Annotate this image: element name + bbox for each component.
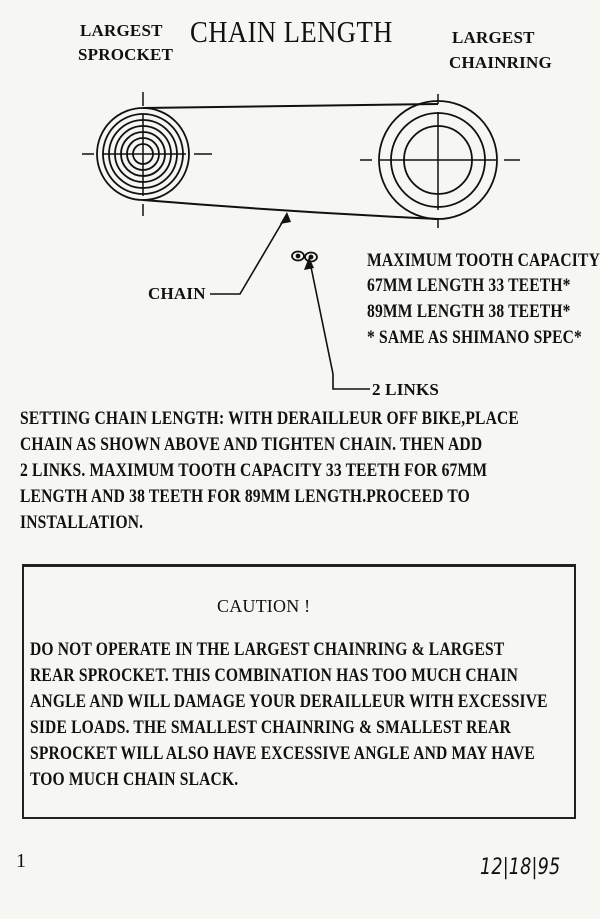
chain-label: CHAIN bbox=[148, 284, 206, 303]
capacity-line: 89MM LENGTH 38 TEETH* bbox=[367, 301, 571, 322]
capacity-line: 67MM LENGTH 33 TEETH* bbox=[367, 275, 571, 296]
instruction-line: 2 LINKS. MAXIMUM TOOTH CAPACITY 33 TEETH FOR 67MM bbox=[20, 460, 488, 481]
largest-sprocket-label-line2: SPROCKET bbox=[78, 45, 174, 64]
capacity-line: * SAME AS SHIMANO SPEC* bbox=[367, 327, 583, 348]
rear-sprocket-centerlines bbox=[82, 92, 212, 216]
caution-line: REAR SPROCKET. THIS COMBINATION HAS TOO MUCH CHAIN bbox=[30, 665, 519, 686]
largest-sprocket-label-line1: LARGEST bbox=[80, 21, 163, 40]
handwritten-date: 12|18|95 bbox=[480, 855, 561, 880]
largest-chainring-label-line2: CHAINRING bbox=[449, 53, 552, 72]
instruction-line: LENGTH AND 38 TEETH FOR 89MM LENGTH.PROCEED TO bbox=[20, 486, 470, 507]
chain-arrowhead bbox=[280, 212, 291, 224]
front-chainring-centerlines bbox=[360, 94, 520, 228]
caution-title: CAUTION ! bbox=[217, 596, 311, 616]
instruction-line: CHAIN AS SHOWN ABOVE AND TIGHTEN CHAIN. THEN ADD bbox=[20, 434, 483, 455]
two-links-label: 2 LINKS bbox=[372, 380, 440, 399]
instruction-line: INSTALLATION. bbox=[20, 512, 144, 533]
capacity-line: MAXIMUM TOOTH CAPACITY bbox=[367, 250, 600, 271]
caution-line: SIDE LOADS. THE SMALLEST CHAINRING & SMALLEST REAR bbox=[30, 717, 511, 738]
caution-line: SPROCKET WILL ALSO HAVE EXCESSIVE ANGLE AND MAY HAVE bbox=[30, 743, 535, 764]
links-leader-line bbox=[310, 262, 370, 389]
chain-leader-line bbox=[210, 216, 286, 294]
caution-line: TOO MUCH CHAIN SLACK. bbox=[30, 769, 239, 790]
page-title: CHAIN LENGTH bbox=[190, 14, 393, 49]
chain-links-icon bbox=[292, 252, 317, 262]
caution-line: DO NOT OPERATE IN THE LARGEST CHAINRING & LARGEST bbox=[30, 639, 505, 660]
page-number: 1 bbox=[16, 850, 27, 872]
caution-line: ANGLE AND WILL DAMAGE YOUR DERAILLEUR WITH EXCESSIVE bbox=[30, 691, 548, 712]
instruction-line: SETTING CHAIN LENGTH: WITH DERAILLEUR OFF BIKE,PLACE bbox=[20, 408, 519, 429]
largest-chainring-label-line1: LARGEST bbox=[452, 28, 535, 47]
